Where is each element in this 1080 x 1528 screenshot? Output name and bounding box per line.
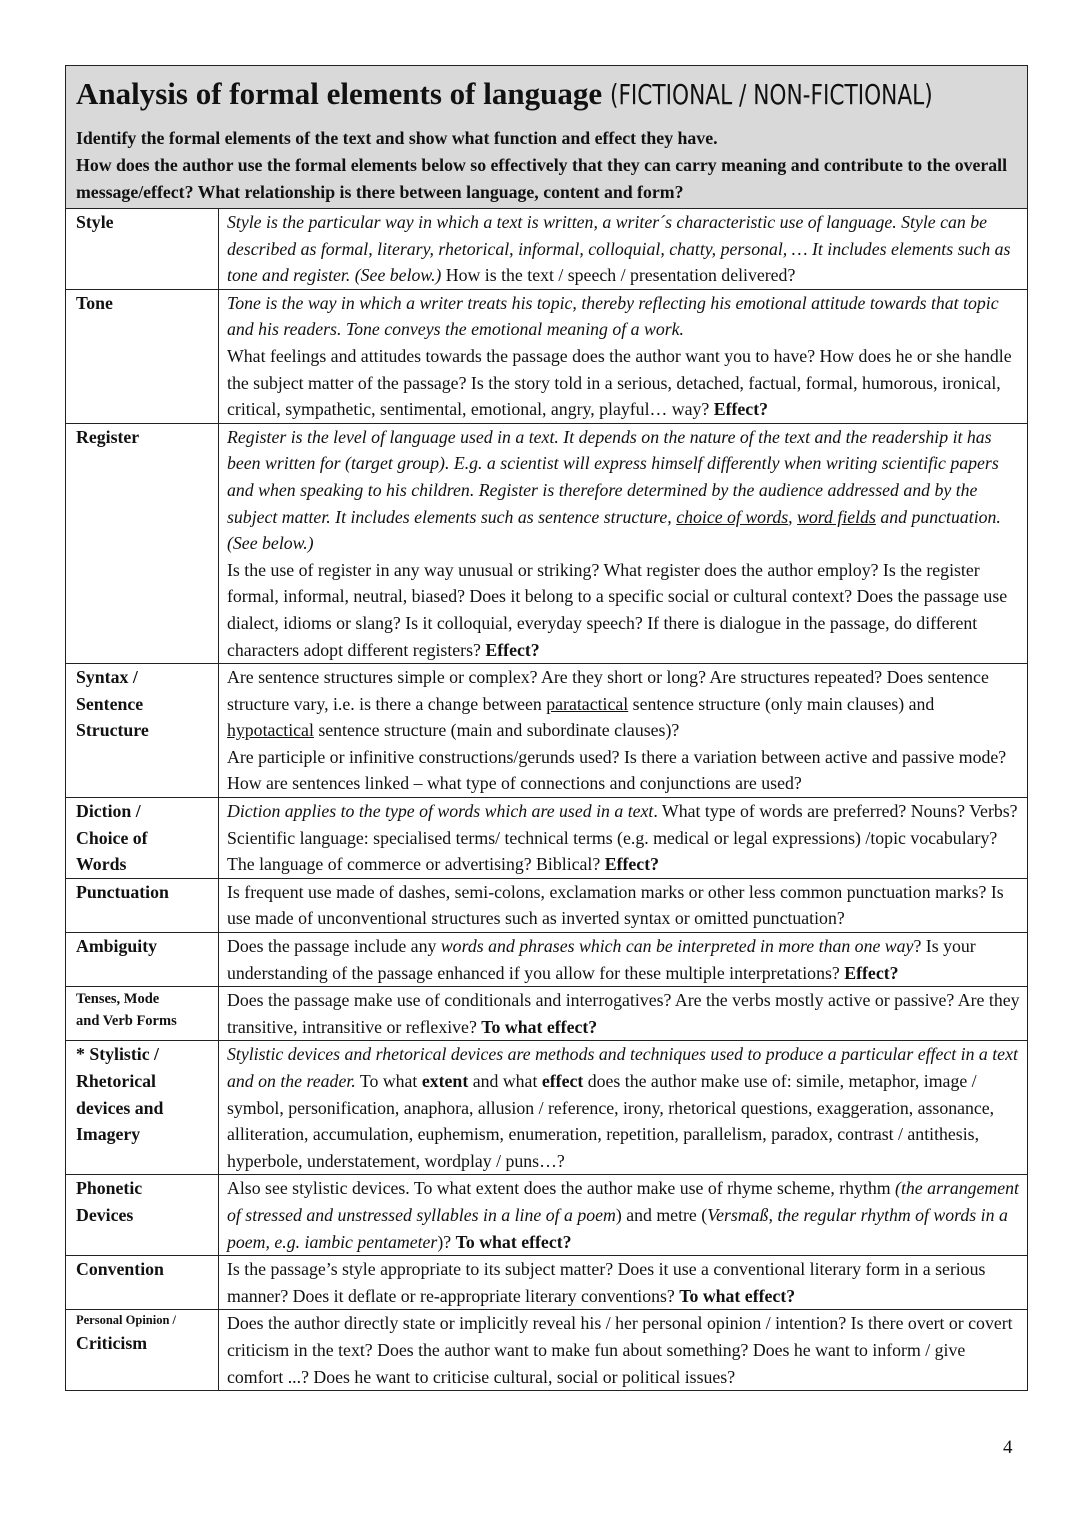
row-text — [219, 987, 1028, 1041]
underlined-term: hypotactical — [227, 720, 314, 741]
bold-term: effect — [541, 1071, 584, 1091]
italic-part: (the arrangement of stressed and unstressed syllables in a line of a poem — [227, 1178, 1019, 1225]
row-label: Style — [66, 209, 219, 289]
elements-table — [66, 209, 1027, 1390]
definition: Style is the particular way in which a text is written, a writer´s characteristic use of language. Style can be described as formal, literary, rhetorical, informal, colloquial, chatty, personal, … It includes elements such as tone and register. (See below.) — [227, 212, 1011, 286]
label-line: Phonetic — [76, 1178, 143, 1199]
question: What feelings and attitudes towards the passage does the author want you to have? How does he or she handle the subject matter of the passage? Is the story told in a serious, detached, factual, formal, humorous, ironical, critical, sympathetic, sentimental, emotional, angry, playful… way? — [227, 345, 1012, 420]
row-label: Ambiguity — [66, 933, 219, 987]
table-row-diction — [66, 798, 1027, 879]
row-label — [66, 1175, 219, 1256]
row-text — [219, 1256, 1028, 1310]
label-line: Words — [76, 854, 127, 875]
question: Is frequent use made of dashes, semi-colons, exclamation marks or other less common punctuation marks? Is use made of unconventional structures such as inverted syntax or omitted punctuation? — [227, 881, 1004, 929]
label-line: Devices — [76, 1204, 134, 1225]
row-text — [219, 289, 1028, 423]
text-part: sentence structure (main and subordinate clauses)? — [313, 720, 680, 741]
row-label — [66, 987, 219, 1041]
table-row-tone — [66, 289, 1027, 423]
definition: Tone is the way in which a writer treats his topic, thereby reflecting his emotional attitude towards that topic and his readers. Tone conveys the emotional meaning of a work. — [227, 292, 999, 340]
table-row-phonetic — [66, 1175, 1027, 1256]
table-row-style — [66, 209, 1027, 289]
row-label — [66, 1310, 219, 1390]
intro-line-2: How does the author use the formal elements below so effectively that they can carry meaning and contribute to the overall message/effect? What relationship is there between language, content and form? — [76, 155, 1008, 202]
italic-part: Versmaß, the regular rhythm of words in a poem, e.g. iambic pentameter — [227, 1204, 1008, 1252]
table-row-convention — [66, 1256, 1027, 1310]
instructions — [76, 125, 1017, 206]
row-label — [66, 664, 219, 798]
table-row-punctuation — [66, 878, 1027, 932]
label-line: * Stylistic / — [76, 1044, 159, 1065]
analysis-sheet — [65, 65, 1028, 1391]
row-text — [219, 1310, 1028, 1390]
intro-line-1: Identify the formal elements of the text and show what function and effect they have. — [76, 128, 718, 148]
page-title — [76, 74, 1017, 115]
label-line: Criticism — [76, 1333, 148, 1354]
text-part: ? Is your understanding of the passage enhanced if you allow for these multiple interpretations? — [227, 936, 976, 983]
underlined-term: word fields — [797, 506, 876, 527]
row-label — [66, 1041, 219, 1175]
row-text — [219, 423, 1028, 663]
text-part: ) and metre ( — [615, 1204, 708, 1225]
question: How is the text / speech / presentation delivered? — [441, 265, 796, 286]
text-part: Also see stylistic devices. To what extent does the author make use of rhyme scheme, rhythm — [227, 1178, 896, 1199]
label-line: Tenses, Mode — [76, 991, 160, 1008]
text-part: Does the passage include any — [227, 936, 441, 957]
definition: words and phrases which can be interpreted in more than one way — [440, 936, 914, 957]
table-row-stylistic — [66, 1041, 1027, 1175]
table-row-tenses — [66, 987, 1027, 1041]
effect-label: Effect? — [713, 399, 769, 420]
question: Is the passage’s style appropriate to its subject matter? Does it use a conventional literary form in a serious manner? Does it deflate or re-appropriate literary conventions? — [227, 1259, 986, 1306]
question: . What type of words are preferred? Nouns? Verbs? Scientific language: specialised terms/ technical terms (e.g. medical or legal expressions) /topic vocabulary? The language of commerce or advertising? Biblical? — [227, 801, 1018, 875]
effect-label: To what effect? — [481, 1016, 598, 1037]
row-text — [219, 1175, 1028, 1256]
question: Is the use of register in any way unusual or striking? What register does the author employ? Is the register formal, informal, neutral, biased? Does it belong to a specific social or cultural context? Does the passage use dialect, idioms or slang? Is it colloquial, everyday speech? If there is dialogue in the passage, do different characters adopt different registers? — [227, 559, 1008, 660]
text-part: Are sentence structures simple or complex? Are they short or long? Are structures repeated? Does sentence structure vary, i.e. is there a change between — [227, 667, 989, 714]
row-text — [219, 1041, 1028, 1175]
effect-label: Effect? — [844, 962, 899, 983]
effect-label: To what effect? — [455, 1231, 572, 1252]
question — [227, 664, 1023, 744]
label-line: Choice of — [76, 827, 148, 848]
question: Does the passage make use of conditionals and interrogatives? Are the verbs mostly active or passive? Are they transitive, intransitive or reflexive? — [227, 990, 1020, 1037]
underlined-term: choice of words — [676, 506, 789, 527]
table-row-register — [66, 423, 1027, 663]
underlined-term: paratactical — [546, 693, 629, 714]
label-line: and Verb Forms — [76, 1012, 177, 1029]
text-part: )? — [437, 1231, 452, 1252]
text-part: and what — [468, 1071, 542, 1091]
label-line: Imagery — [76, 1124, 141, 1145]
definition-part: Register is the level of language used in a text. It depends on the nature of the text and the readership it has been written for (target group). E.g. a scientist will express himself differently when writing scientific papers and when speaking to his children. Register is therefore determined by the audience addressed and by the subject matter. It includes elements such as sentence structure, — [227, 426, 999, 527]
label-line: Structure — [76, 720, 149, 741]
table-row-syntax — [66, 664, 1027, 798]
definition-part: and punctuation. (See below.) — [227, 506, 1001, 554]
label-line: Diction / — [76, 801, 141, 822]
definition: Stylistic devices and rhetorical devices are methods and techniques used to produce a particular effect in a text and on the reader. — [227, 1044, 1018, 1091]
row-label — [66, 798, 219, 879]
table-row-opinion — [66, 1310, 1027, 1390]
sheet-header — [66, 66, 1027, 209]
text-part: To what — [355, 1071, 422, 1091]
question: Are participle or infinitive constructions/gerunds used? Is there a variation between active and passive mode? How are sentences linked – what type of connections and conjunctions are used? — [227, 746, 1007, 794]
effect-label: To what effect? — [679, 1285, 796, 1306]
text-part: does the author make use of: simile, metaphor, image / symbol, personification, anaphora, allusion / reference, irony, rhetorical questions, exaggeration, assonance, alliteration, accumulation, euphemism, enumeration, repetition, parallelism, paradox, contrast / antithesis, hyperbole, understatement, wordplay / puns…? — [227, 1071, 995, 1171]
definition: Diction applies to the type of words which are used in a text — [227, 801, 654, 822]
row-label: Convention — [66, 1256, 219, 1310]
row-text — [219, 798, 1028, 879]
label-line: Sentence — [76, 693, 144, 714]
row-text — [219, 664, 1028, 798]
bold-term: extent — [421, 1071, 469, 1091]
label-line: Rhetorical — [76, 1071, 156, 1091]
row-text — [219, 933, 1028, 987]
effect-label: Effect? — [485, 639, 540, 660]
table-row-ambiguity — [66, 933, 1027, 987]
row-text — [219, 209, 1028, 289]
title-suffix: (FICTIONAL / NON-FICTIONAL) — [609, 78, 933, 111]
row-label: Tone — [66, 289, 219, 423]
label-line: Personal Opinion / — [76, 1313, 177, 1328]
definition — [227, 424, 1023, 557]
label-line: Syntax / — [76, 667, 138, 688]
separator: , — [788, 506, 798, 527]
row-text — [219, 878, 1028, 932]
label-line: devices and — [76, 1097, 164, 1118]
title-text: Analysis of formal elements of language — [76, 76, 603, 111]
text-part: sentence structure (only main clauses) and — [628, 693, 935, 714]
effect-label: Effect? — [604, 854, 660, 875]
row-label: Punctuation — [66, 878, 219, 932]
question: Does the author directly state or implicitly reveal his / her personal opinion / intention? Is there overt or covert criticism in the text? Does the author want to make fun about something? Does he want to inform / give comfort ...? Does he want to criticise cultural, social or political issues? — [227, 1313, 1013, 1387]
page-number: 4 — [1003, 1437, 1013, 1458]
row-label: Register — [66, 423, 219, 663]
